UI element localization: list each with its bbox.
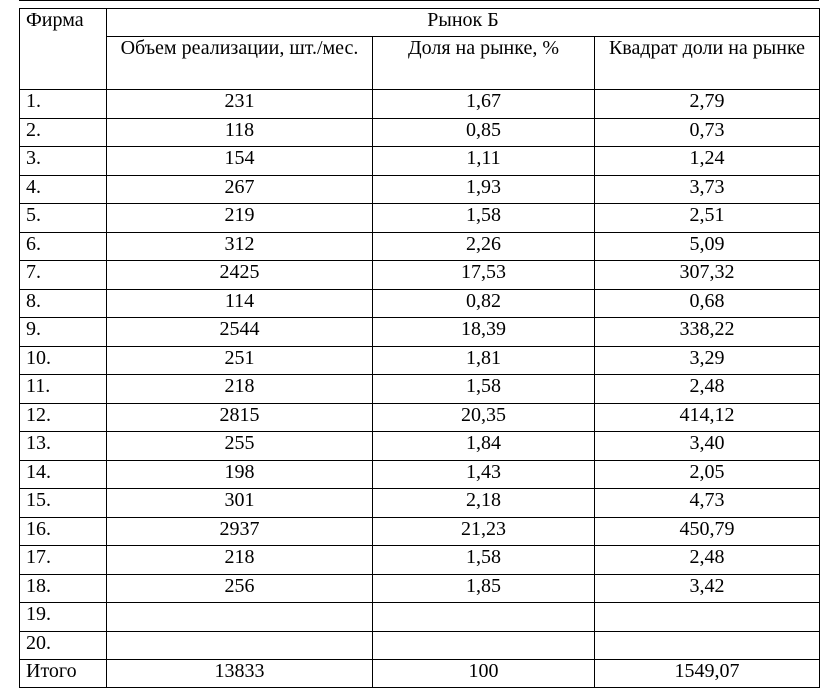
share-cell: 1,93 xyxy=(373,175,595,204)
table-row xyxy=(20,517,820,546)
volume-cell: 301 xyxy=(107,489,373,518)
firm-cell: 10. xyxy=(20,346,107,375)
volume-cell: 219 xyxy=(107,204,373,233)
share-squared-cell xyxy=(595,631,820,660)
volume-cell: 2425 xyxy=(107,261,373,290)
table-row xyxy=(20,318,820,347)
column-header-row xyxy=(20,37,820,90)
volume-cell xyxy=(107,631,373,660)
firm-cell: 9. xyxy=(20,318,107,347)
firm-cell: 19. xyxy=(20,603,107,632)
table-row xyxy=(20,403,820,432)
table-row xyxy=(20,289,820,318)
firm-cell: 8. xyxy=(20,289,107,318)
firm-cell: 6. xyxy=(20,232,107,261)
volume-cell: 198 xyxy=(107,460,373,489)
firm-cell: 12. xyxy=(20,403,107,432)
table-row xyxy=(20,90,820,119)
volume-cell: 118 xyxy=(107,118,373,147)
table-row xyxy=(20,375,820,404)
share-squared-cell: 0,68 xyxy=(595,289,820,318)
table-row xyxy=(20,574,820,603)
share-cell: 1,81 xyxy=(373,346,595,375)
volume-cell: 2544 xyxy=(107,318,373,347)
share-squared-cell: 2,05 xyxy=(595,460,820,489)
share-cell: 1,85 xyxy=(373,574,595,603)
volume-cell xyxy=(107,603,373,632)
share-squared-cell: 2,51 xyxy=(595,204,820,233)
volume-cell: 218 xyxy=(107,546,373,575)
firm-cell: 15. xyxy=(20,489,107,518)
share-cell xyxy=(373,631,595,660)
firm-cell: 4. xyxy=(20,175,107,204)
volume-cell: 255 xyxy=(107,432,373,461)
volume-cell: 312 xyxy=(107,232,373,261)
firm-cell: 18. xyxy=(20,574,107,603)
firm-cell: 13. xyxy=(20,432,107,461)
volume-cell: 2937 xyxy=(107,517,373,546)
total-row xyxy=(20,660,820,688)
firm-cell: 5. xyxy=(20,204,107,233)
share-squared-cell: 0,73 xyxy=(595,118,820,147)
share-cell: 2,26 xyxy=(373,232,595,261)
firm-cell: 7. xyxy=(20,261,107,290)
table-row xyxy=(20,603,820,632)
share-cell: 1,11 xyxy=(373,147,595,176)
volume-cell: 114 xyxy=(107,289,373,318)
share-cell: 21,23 xyxy=(373,517,595,546)
share-cell: 0,82 xyxy=(373,289,595,318)
table-row xyxy=(20,460,820,489)
share-squared-cell: 3,73 xyxy=(595,175,820,204)
share-squared-cell: 414,12 xyxy=(595,403,820,432)
total-share-squared: 1549,07 xyxy=(595,660,820,688)
market-share-table xyxy=(19,8,820,688)
column-header-share: Доля на рынке, % xyxy=(373,37,595,90)
share-squared-cell xyxy=(595,603,820,632)
share-squared-cell: 5,09 xyxy=(595,232,820,261)
table-row xyxy=(20,489,820,518)
share-cell: 1,58 xyxy=(373,546,595,575)
volume-cell: 231 xyxy=(107,90,373,119)
share-cell: 2,18 xyxy=(373,489,595,518)
table-row xyxy=(20,546,820,575)
table-row xyxy=(20,631,820,660)
firm-cell: 1. xyxy=(20,90,107,119)
volume-cell: 256 xyxy=(107,574,373,603)
market-header: Рынок Б xyxy=(107,9,820,37)
firm-cell: 11. xyxy=(20,375,107,404)
table-row xyxy=(20,346,820,375)
share-cell: 0,85 xyxy=(373,118,595,147)
total-label: Итого xyxy=(20,660,107,688)
share-squared-cell: 338,22 xyxy=(595,318,820,347)
firm-cell: 3. xyxy=(20,147,107,176)
share-cell: 18,39 xyxy=(373,318,595,347)
table-title-row xyxy=(20,9,820,37)
volume-cell: 267 xyxy=(107,175,373,204)
table-row xyxy=(20,261,820,290)
total-share: 100 xyxy=(373,660,595,688)
share-squared-cell: 3,42 xyxy=(595,574,820,603)
share-squared-cell: 3,40 xyxy=(595,432,820,461)
share-squared-cell: 1,24 xyxy=(595,147,820,176)
firm-cell: 14. xyxy=(20,460,107,489)
share-cell: 1,84 xyxy=(373,432,595,461)
table-row xyxy=(20,432,820,461)
firm-cell: 17. xyxy=(20,546,107,575)
firm-header: Фирма xyxy=(20,9,107,90)
volume-cell: 218 xyxy=(107,375,373,404)
firm-cell: 20. xyxy=(20,631,107,660)
share-squared-cell: 307,32 xyxy=(595,261,820,290)
column-header-volume: Объем реализации, шт./мес. xyxy=(107,37,373,90)
table-row xyxy=(20,147,820,176)
share-cell: 1,58 xyxy=(373,204,595,233)
share-squared-cell: 3,29 xyxy=(595,346,820,375)
table-row xyxy=(20,175,820,204)
share-cell: 17,53 xyxy=(373,261,595,290)
share-cell: 1,67 xyxy=(373,90,595,119)
total-volume: 13833 xyxy=(107,660,373,688)
share-cell: 1,43 xyxy=(373,460,595,489)
share-squared-cell: 450,79 xyxy=(595,517,820,546)
volume-cell: 154 xyxy=(107,147,373,176)
firm-cell: 16. xyxy=(20,517,107,546)
share-cell: 20,35 xyxy=(373,403,595,432)
share-squared-cell: 2,48 xyxy=(595,375,820,404)
table-row xyxy=(20,118,820,147)
volume-cell: 251 xyxy=(107,346,373,375)
firm-cell: 2. xyxy=(20,118,107,147)
column-header-share-squared: Квадрат доли на рынке xyxy=(595,37,820,90)
share-squared-cell: 4,73 xyxy=(595,489,820,518)
share-squared-cell: 2,48 xyxy=(595,546,820,575)
volume-cell: 2815 xyxy=(107,403,373,432)
table-row xyxy=(20,232,820,261)
share-cell xyxy=(373,603,595,632)
share-squared-cell: 2,79 xyxy=(595,90,820,119)
table-top-border xyxy=(19,0,819,1)
share-cell: 1,58 xyxy=(373,375,595,404)
table-row xyxy=(20,204,820,233)
